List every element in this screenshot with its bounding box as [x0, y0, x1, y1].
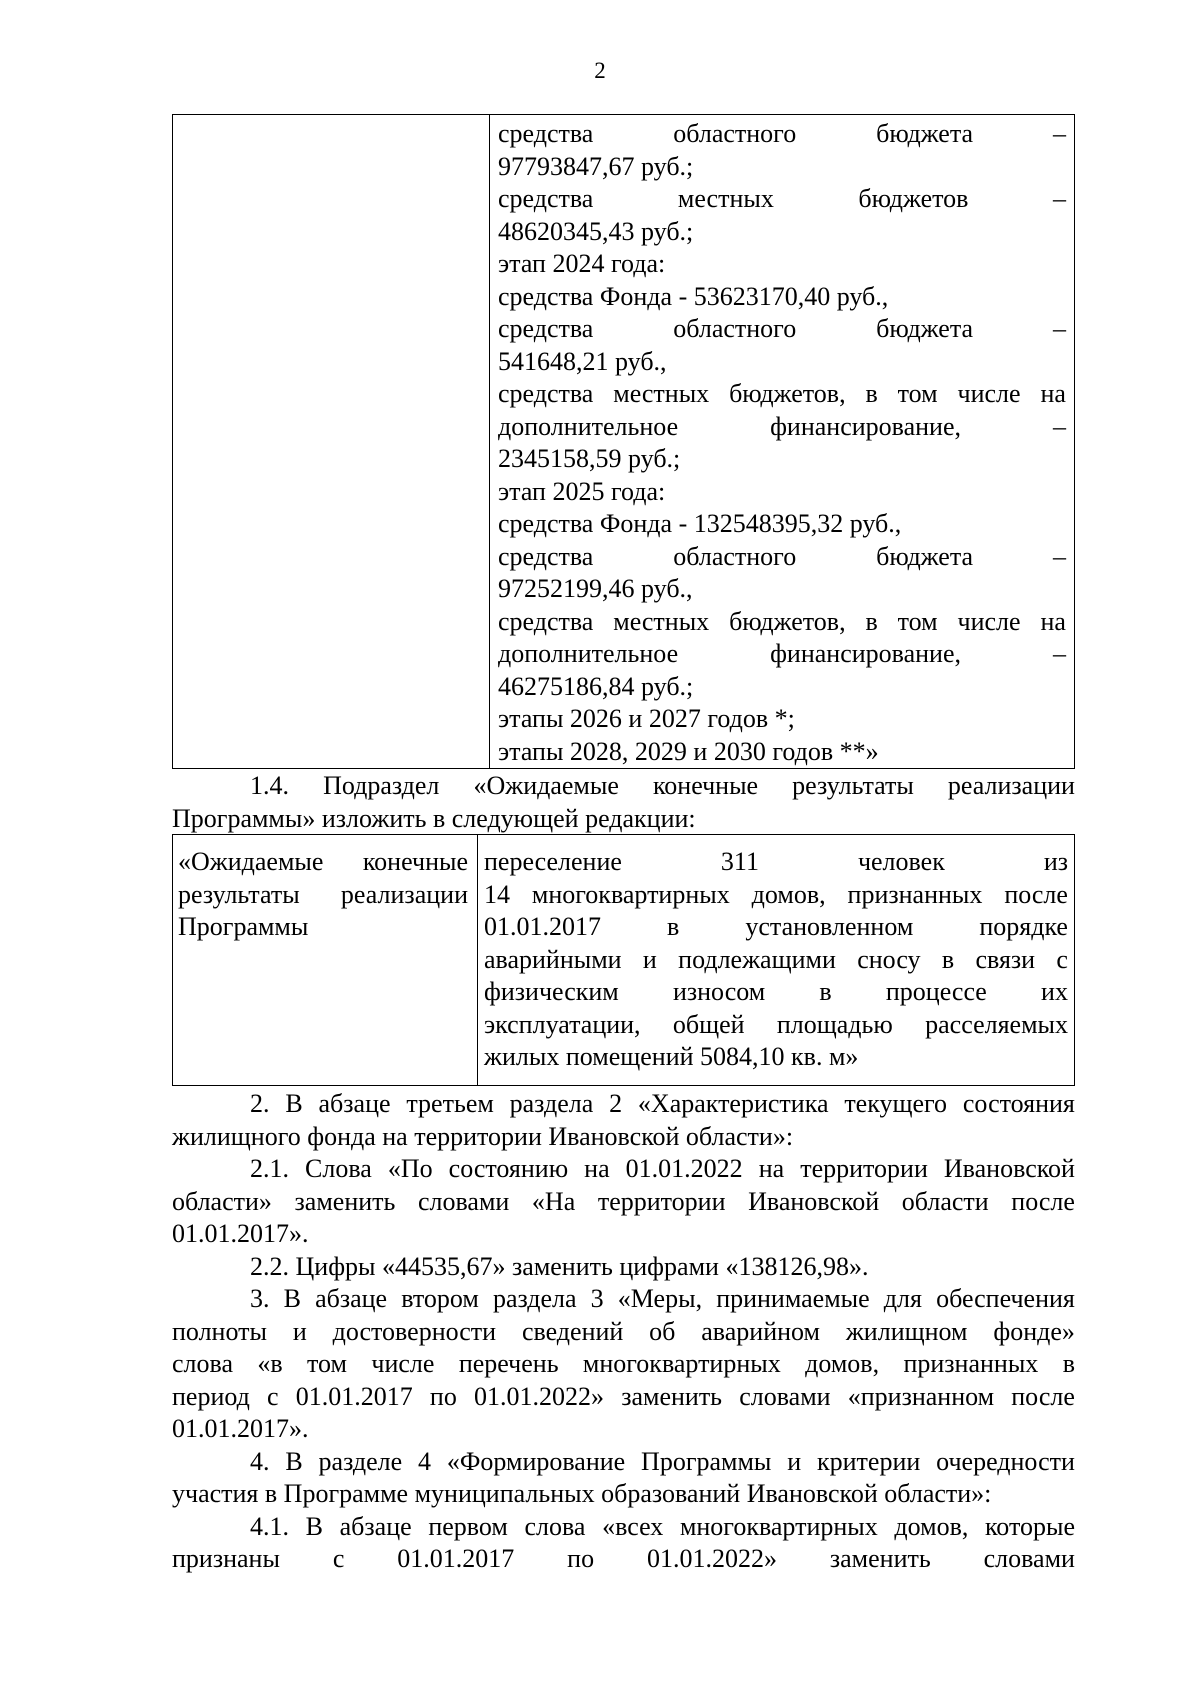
- word: домов,: [805, 1349, 880, 1378]
- funding-table-line: [498, 638, 1066, 670]
- word: состоянию: [448, 1154, 569, 1183]
- word: износом: [672, 977, 766, 1006]
- word: 2.: [250, 1089, 270, 1118]
- results-table-right-line: [484, 846, 1068, 878]
- word: в: [865, 379, 878, 408]
- body-paragraph-line: [172, 1348, 1075, 1380]
- body-paragraph-line: [250, 1283, 1075, 1315]
- word: 01.01.2017: [484, 912, 601, 941]
- word: бюджетов,: [729, 606, 846, 636]
- word: местных: [677, 184, 774, 213]
- word: жилых помещений 5084,10 кв. м»: [484, 1042, 859, 1071]
- word: –: [1053, 119, 1066, 148]
- word: раздела: [509, 1089, 594, 1118]
- word: –: [1052, 411, 1066, 441]
- word: полноты: [172, 1316, 267, 1346]
- word: 01.01.2017».: [172, 1414, 309, 1443]
- word: Ивановской: [943, 1154, 1075, 1183]
- word: 01.01.2017: [397, 1544, 515, 1573]
- funding-table-column-divider: [489, 115, 490, 768]
- word: раздела: [492, 1284, 577, 1313]
- word: этап 2025 года:: [498, 476, 666, 506]
- word: финансирование,: [770, 411, 962, 441]
- word: бюджета: [876, 314, 974, 343]
- word: 97793847,67 руб.;: [498, 151, 694, 181]
- word: бюджетов,: [729, 379, 846, 408]
- word: аварийными: [484, 944, 622, 974]
- word: порядке: [979, 912, 1068, 941]
- word: абзаце: [318, 1089, 391, 1118]
- funding-table-line: [498, 151, 1066, 183]
- word: словами: [417, 1186, 510, 1216]
- word: средства Фонда - 132548395,32 руб.,: [498, 509, 902, 538]
- results-table-right-line: [484, 976, 1068, 1008]
- word: бюджетов: [858, 184, 969, 213]
- word: аварийном: [701, 1316, 820, 1346]
- word: 2: [609, 1089, 623, 1118]
- word: –: [1052, 639, 1066, 668]
- word: на: [758, 1154, 785, 1183]
- funding-table-line: [498, 508, 1066, 540]
- word: обеспечения: [936, 1284, 1075, 1313]
- word: абзаце: [315, 1284, 388, 1313]
- word: перечень: [458, 1349, 559, 1378]
- word: и: [292, 1316, 307, 1346]
- word: Подраздел: [323, 771, 440, 800]
- body-paragraph-line: [172, 1413, 1075, 1445]
- word: переселение: [484, 847, 622, 876]
- word: в: [941, 944, 955, 974]
- word: состояния: [962, 1089, 1075, 1118]
- word: –: [1053, 314, 1066, 343]
- word: расселяемых: [925, 1009, 1068, 1039]
- word: многоквартирных: [679, 1511, 878, 1541]
- funding-table-line: [498, 313, 1066, 345]
- word: результаты: [178, 879, 300, 909]
- word: числе: [371, 1349, 435, 1378]
- word: дополнительное: [498, 411, 679, 441]
- word: области: [901, 1186, 989, 1216]
- word: В: [305, 1511, 323, 1541]
- body-paragraph-line: [172, 1121, 1075, 1153]
- word: В: [285, 1446, 303, 1476]
- word: на: [1040, 606, 1066, 636]
- word: территории: [597, 1186, 726, 1216]
- word: Программы: [178, 912, 309, 941]
- word: с: [332, 1544, 345, 1573]
- word: которые: [985, 1511, 1075, 1541]
- word: физическим: [484, 977, 619, 1006]
- word: фонде»: [993, 1316, 1075, 1346]
- word: том: [897, 379, 938, 408]
- word: 311: [720, 847, 759, 876]
- results-table-right-line: [484, 879, 1068, 911]
- results-table-left-line: [178, 879, 468, 911]
- word: их: [1041, 977, 1068, 1006]
- word: первом: [428, 1511, 508, 1541]
- word: 46275186,84 руб.;: [498, 671, 694, 701]
- word: домов,: [894, 1511, 969, 1541]
- word: Программы: [641, 1446, 772, 1476]
- word: после: [1011, 1381, 1075, 1411]
- word: установленном: [745, 912, 914, 941]
- word: реализации: [947, 771, 1075, 800]
- word: средства: [498, 184, 594, 213]
- word: об: [649, 1316, 676, 1346]
- word: областного: [673, 119, 797, 148]
- word: том: [897, 606, 938, 636]
- funding-table-line: [498, 736, 1066, 768]
- word: 2.1.: [250, 1154, 289, 1183]
- funding-table-line: [498, 216, 1066, 248]
- word: сносу: [857, 944, 921, 974]
- word: областного: [673, 314, 797, 343]
- word: реализации: [340, 879, 468, 909]
- word: участия в Программе муниципальных образований Ивановской области»:: [172, 1479, 992, 1508]
- funding-table-line: [498, 443, 1066, 475]
- word: Программы» изложить в следующей редакции:: [172, 803, 696, 833]
- word: местных: [613, 606, 710, 636]
- word: 4.: [250, 1446, 270, 1476]
- funding-table-line: [498, 118, 1066, 150]
- word: 2345158,59 руб.;: [498, 444, 681, 473]
- word: признаны: [172, 1544, 280, 1573]
- word: Ивановской: [748, 1186, 880, 1216]
- body-paragraph-line: [172, 1186, 1075, 1218]
- word: средства: [498, 119, 594, 148]
- funding-table-line: [498, 671, 1066, 703]
- word: конечные: [362, 847, 468, 876]
- word: дополнительное: [498, 639, 679, 668]
- word: словами: [983, 1544, 1075, 1573]
- word: этап 2024 года:: [498, 249, 666, 278]
- word: средства Фонда - 53623170,40 руб.,: [498, 281, 889, 311]
- word: критерии: [817, 1446, 921, 1476]
- word: «По: [387, 1154, 433, 1183]
- word: «Формирование: [446, 1446, 626, 1476]
- results-table-right-line: [484, 911, 1068, 943]
- word: слова: [172, 1349, 233, 1378]
- word: сведений: [521, 1316, 624, 1346]
- results-table-left-line: [178, 846, 468, 878]
- funding-table-line: [498, 248, 1066, 280]
- word: «в: [257, 1349, 283, 1378]
- word: «Характеристика: [637, 1089, 829, 1118]
- results-table-right-line: [484, 1009, 1068, 1041]
- word: бюджета: [876, 119, 974, 148]
- word: средства: [498, 606, 594, 636]
- word: 14: [484, 879, 510, 909]
- word: третьем: [406, 1089, 494, 1118]
- funding-table-line: [498, 378, 1066, 410]
- word: жилищном: [845, 1316, 968, 1346]
- word: после: [1004, 879, 1068, 909]
- body-paragraph-line: [250, 1511, 1075, 1543]
- word: многоквартирных: [531, 879, 730, 909]
- word: этапы 2026 и 2027 годов *;: [498, 704, 795, 733]
- word: средства: [498, 541, 594, 571]
- word: в: [667, 912, 680, 941]
- word: области»: [172, 1186, 272, 1216]
- word: 01.01.2022»: [474, 1381, 605, 1411]
- word: признанных: [847, 879, 983, 909]
- word: период: [172, 1381, 250, 1411]
- word: –: [1053, 184, 1066, 213]
- word: и: [642, 944, 657, 974]
- word: 01.01.2022: [625, 1154, 743, 1183]
- word: «Меры,: [617, 1284, 703, 1313]
- word: этапы 2028, 2029 и 2030 годов **»: [498, 736, 879, 766]
- word: конечные: [652, 771, 759, 800]
- word: на: [584, 1154, 610, 1183]
- word: 3: [590, 1284, 604, 1313]
- word: В: [285, 1089, 303, 1118]
- word: домов,: [751, 879, 826, 909]
- word: после: [1011, 1186, 1075, 1216]
- funding-table-line: [498, 606, 1066, 638]
- word: подлежащими: [678, 944, 836, 974]
- funding-table-line: [498, 573, 1066, 605]
- word: «всех: [602, 1511, 664, 1541]
- paragraph-1-4-line: [250, 770, 1075, 802]
- results-table-right-line: [484, 944, 1068, 976]
- body-paragraph-line: [172, 1381, 1075, 1413]
- word: с: [267, 1381, 279, 1411]
- word: 97252199,46 руб.,: [498, 574, 693, 603]
- word: заменить: [829, 1544, 931, 1573]
- word: финансирование,: [770, 639, 962, 668]
- word: втором: [401, 1284, 479, 1313]
- word: средства: [498, 379, 594, 408]
- word: 1.4.: [250, 771, 289, 800]
- word: «признанном: [847, 1381, 995, 1411]
- word: общей: [672, 1009, 745, 1039]
- word: «Ожидаемые: [473, 771, 619, 800]
- word: бюджета: [876, 541, 974, 571]
- word: словами: [739, 1381, 831, 1411]
- body-paragraph-line: [250, 1153, 1075, 1185]
- word: процессе: [885, 977, 987, 1006]
- word: 541648,21 руб.,: [498, 346, 667, 376]
- word: Слова: [305, 1154, 372, 1183]
- word: текущего: [844, 1089, 948, 1118]
- word: жилищного фонда на территории Ивановской области»:: [172, 1121, 794, 1151]
- word: по: [567, 1544, 595, 1573]
- word: местных: [613, 379, 710, 408]
- word: достоверности: [332, 1316, 497, 1346]
- word: многоквартирных: [582, 1349, 781, 1378]
- word: из: [1043, 847, 1068, 876]
- page-number: 2: [594, 58, 606, 83]
- word: очередности: [936, 1446, 1075, 1476]
- word: абзаце: [339, 1511, 412, 1541]
- word: в: [865, 606, 878, 636]
- body-paragraph-line: [172, 1478, 1075, 1510]
- word: 3.: [250, 1284, 270, 1313]
- body-paragraph-line: [172, 1316, 1075, 1348]
- word: 4.1.: [250, 1511, 289, 1541]
- word: на: [1040, 379, 1066, 408]
- word: признанных: [903, 1349, 1039, 1378]
- word: 48620345,43 руб.;: [498, 216, 694, 246]
- funding-table-line: [498, 476, 1066, 508]
- word: человек: [857, 847, 945, 876]
- word: 2.2. Цифры «44535,67» заменить цифрами «138126,98».: [250, 1251, 869, 1281]
- word: «На: [531, 1186, 576, 1216]
- word: связи: [975, 944, 1036, 974]
- word: по: [429, 1381, 457, 1411]
- word: заменить: [294, 1186, 396, 1216]
- results-table-right-line: [484, 1041, 1068, 1073]
- body-paragraph-line: [250, 1088, 1075, 1120]
- funding-table-line: [498, 183, 1066, 215]
- word: результаты: [792, 771, 914, 800]
- word: том: [307, 1349, 348, 1378]
- body-paragraph-line: [250, 1251, 1075, 1283]
- word: и: [787, 1446, 802, 1476]
- word: 01.01.2022»: [646, 1544, 777, 1573]
- word: 4: [418, 1446, 431, 1476]
- word: средства: [498, 314, 594, 343]
- word: 01.01.2017».: [172, 1219, 309, 1248]
- word: принимаемые: [716, 1284, 870, 1313]
- word: областного: [673, 541, 797, 571]
- word: заменить: [621, 1381, 723, 1411]
- word: площадью: [776, 1009, 893, 1039]
- word: территории: [800, 1154, 928, 1183]
- word: слова: [524, 1511, 586, 1541]
- word: разделе: [318, 1446, 403, 1476]
- word: 01.01.2017: [295, 1381, 413, 1411]
- funding-table-line: [498, 703, 1066, 735]
- funding-table-line: [498, 541, 1066, 573]
- word: –: [1053, 541, 1066, 571]
- funding-table-line: [498, 346, 1066, 378]
- word: В: [283, 1284, 301, 1313]
- word: в: [819, 977, 832, 1006]
- word: с: [1056, 944, 1068, 974]
- word: «Ожидаемые: [178, 847, 324, 876]
- results-table-column-divider: [477, 835, 478, 1085]
- word: эксплуатации,: [484, 1009, 641, 1039]
- word: в: [1062, 1349, 1075, 1378]
- body-paragraph-line: [172, 1218, 1075, 1250]
- paragraph-1-4-line: [172, 803, 1075, 835]
- funding-table-line: [498, 411, 1066, 443]
- word: для: [883, 1284, 922, 1313]
- body-paragraph-line: [250, 1446, 1075, 1478]
- word: числе: [957, 606, 1021, 636]
- body-paragraph-line: [172, 1543, 1075, 1575]
- word: числе: [957, 379, 1021, 408]
- funding-table-line: [498, 281, 1066, 313]
- results-table-left-line: [178, 911, 468, 943]
